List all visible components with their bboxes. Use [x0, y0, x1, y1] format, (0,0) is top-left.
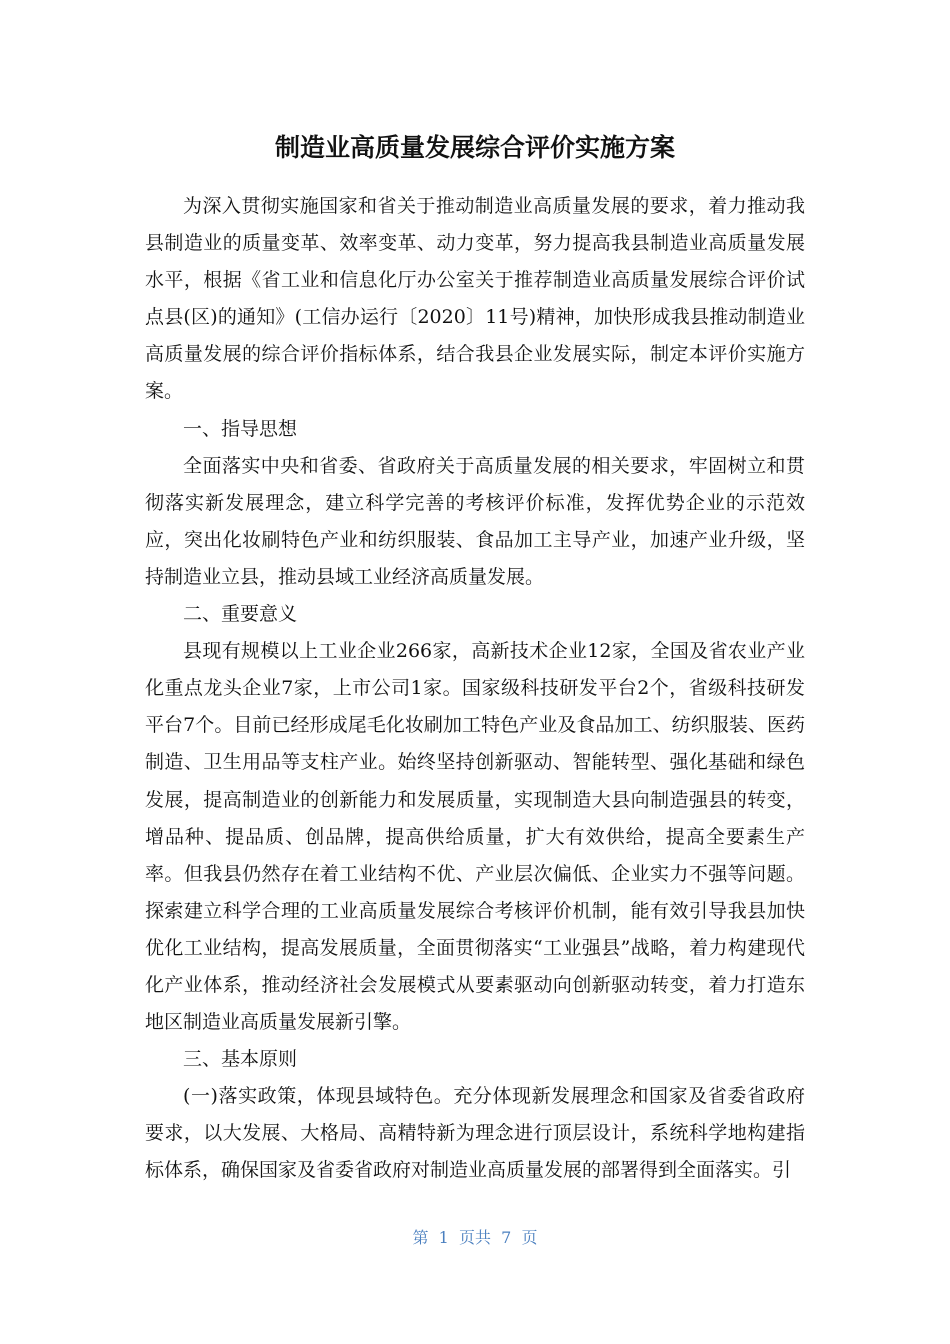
significance-paragraph: 县现有规模以上工业企业266家，高新技术企业12家，全国及省农业产业化重点龙头企业7家，上市公司1家。国家级科技研发平台2个，省级科技研发平台7个。目前已经形成尾毛化妆刷加工特色产业及食品加工、纺织服装、医药制造、卫生用品等支柱产业。始终坚持创新驱动、智能转型、强化基础和绿色发展，提高制造业的创新能力和发展质量，实现制造大县向制造强县的转变，增品种、提品质、创品牌，提高供给质量，扩大有效供给，提高全要素生产率。但我县仍然存在着工业结构不优、产业层次偏低、企业实力不强等问题。探索建立科学合理的工业高质量发展综合考核评价机制，能有效引导我县加快优化工业结构，提高发展质量，全面贯彻落实“工业强县”战略，着力构建现代化产业体系，推动经济社会发展模式从要素驱动向创新驱动转变，着力打造东地区制造业高质量发展新引擎。: [145, 640, 805, 1034]
section-heading-guiding-thought: 一、指导思想: [183, 417, 298, 440]
section-heading-principles: 三、基本原则: [183, 1048, 298, 1071]
principle-one-paragraph: (一)落实政策，体现县域特色。充分体现新发展理念和国家及省委省政府要求，以大发展、大格局、高精特新为理念进行顶层设计，系统科学地构建指标体系，确保国家及省委省政府对制造业高质量发展的部署得到全面落实。引: [145, 1085, 805, 1182]
guiding-thought-paragraph: 全面落实中央和省委、省政府关于高质量发展的相关要求，牢固树立和贯彻落实新发展理念，建立科学完善的考核评价标准，发挥优势企业的示范效应，突出化妆刷特色产业和纺织服装、食品加工主导产业，加速产业升级，坚持制造业立县，推动县域工业经济高质量发展。: [145, 454, 805, 588]
page-footer: 第 1 页共 7 页: [412, 1228, 538, 1247]
intro-paragraph: 为深入贯彻实施国家和省关于推动制造业高质量发展的要求，着力推动我县制造业的质量变革、效率变革、动力变革，努力提高我县制造业高质量发展水平，根据《省工业和信息化厅办公室关于推荐制造业高质量发展综合评价试点县(区)的通知》(工信办运行〔2020〕11号)精神，加快形成我县推动制造业高质量发展的综合评价指标体系，结合我县企业发展实际，制定本评价实施方案。: [145, 195, 805, 403]
section-heading-significance: 二、重要意义: [183, 603, 298, 626]
document-title: 制造业高质量发展综合评价实施方案: [274, 133, 675, 162]
document-body: [145, 188, 805, 1190]
